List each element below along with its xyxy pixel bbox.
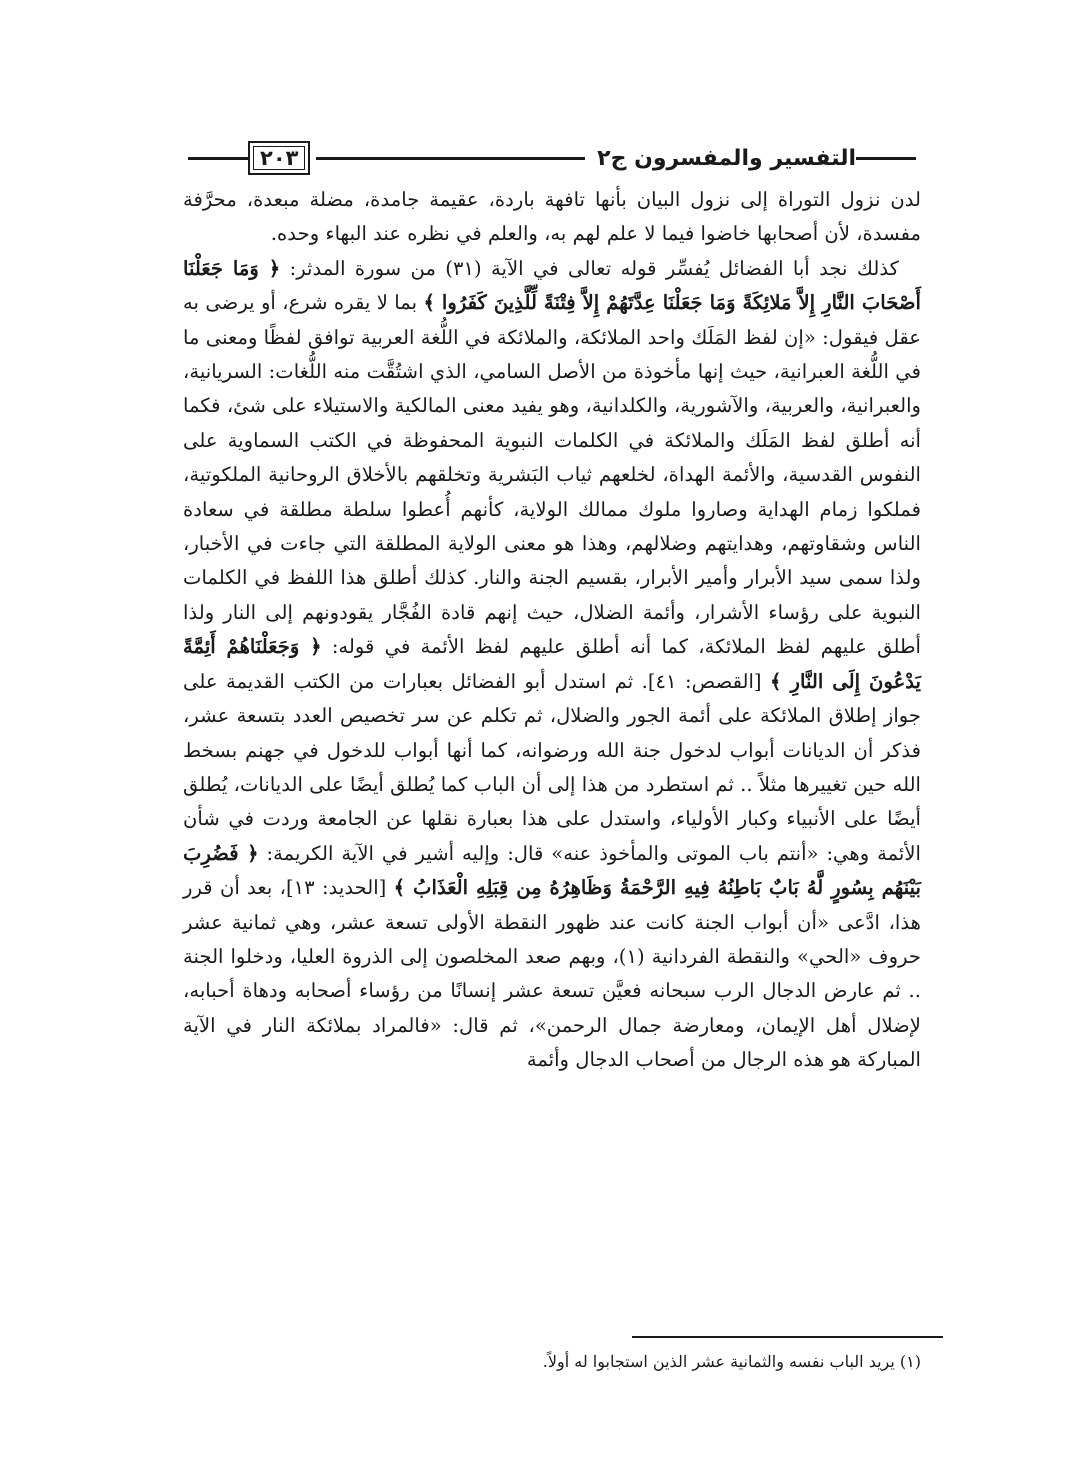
quran-verse-hadid: ﴿ فَضُرِبَ بَيْنَهُم بِسُورٍ لَّهُ بَابٌ بَاطِنُهُ فِيهِ الرَّحْمَةُ وَظَاهِرُهُ مِن قِبَلِهِ الْعَذَابُ ﴾	[183, 841, 921, 900]
paragraph-2-part-c: [القصص: ٤١]. ثم استدل أبو الفضائل بعبارات من الكتب القديمة على جواز إطلاق الملائكة على أئمة الجور والضلال، ثم تكلم عن سر تخصيص العدد بتسعة عشر، فذكر أن الديانات أبواب لدخول جنة الله ورضوانه، كما أنها أبواب للدخول في جهنم بسخط الله حين تغييرها مثلاً .. ثم استطرد من هذا إلى أن الباب كما يُطلق أيضًا على الديانات، يُطلق أيضًا على الأنبياء وكبار الأولياء، واستدل على هذا بعبارة نقلها عن الجامعة وردت في شأن الأئمة وهي: «أنتم باب الموتى والمأخوذ عنه» قال: وإليه أشير في الآية الكريمة:	[183, 669, 921, 865]
footnote: (١) يريد الباب نفسه والثمانية عشر الذين استجابوا له أولاً.	[542, 1352, 921, 1371]
paragraph-2	[183, 252, 921, 1078]
quran-verse-qasas: ﴿ وَجَعَلْنَاهُمْ أَئِمَّةً يَدْعُونَ إِلَى النَّارِ ﴾	[183, 635, 922, 693]
page-header	[180, 138, 922, 178]
paragraph-2-part-a: كذلك نجد أبا الفضائل يُفسِّر قوله تعالى في الآية (٣١) من سورة المدثر:	[280, 256, 899, 280]
running-title: التفسير والمفسرون ج٢	[597, 145, 856, 171]
paragraph-2-part-b: بما لا يقره شرع، أو يرضى به عقل فيقول: «إن لفظ المَلَك واحد الملائكة، والملائكة في اللُّغة العربية توافق لفظًا ومعنى ما في اللُّغة العبرانية، حيث إنها مأخوذة من الأصل السامي، الذي اشتُقَّت منه اللُّغات: السريانية، والعبرانية، والعربية، والآشورية، والكلدانية، وهو يفيد معنى المالكية والاستيلاء على شئ، فكما أنه أطلق لفظ المَلَك والملائكة في الكلمات النبوية المحفوظة في الكتب السماوية على النفوس القدسية، والأئمة الهداة، لخلعهم ثياب البَشرية وتخلقهم بالأخلاق الروحانية الملكوتية، فملكوا زمام الهداية وصاروا ملوك ممالك الولاية، كأنهم أُعطوا سلطة مطلقة في سعادة الناس وشقاوتهم، وهدايتهم وضلالهم، وهذا هو معنى الولاية المطلقة التي جاءت في الأخبار، ولذا سمى سيد الأبرار وأمير الأبرار، بقسيم الجنة والنار. كذلك أطلق هذا اللفظ في الكلمات النبوية على رؤساء الأشرار، وأئمة الضلال، حيث إنهم قادة الفُجَّار يقودونهم إلى النار ولذا أطلق عليهم لفظ الملائكة، كما أنه أطلق عليهم لفظ الأئمة في قوله:	[183, 291, 921, 659]
header-rule-left	[188, 157, 248, 160]
footnote-separator	[632, 1336, 943, 1338]
header-rule-right	[856, 157, 916, 160]
page-number: ٢٠٣	[248, 141, 310, 175]
quran-verse-muddaththir: ﴿ وَمَا جَعَلْنَا أَصْحَابَ النَّارِ إِلاَّ مَلائِكَةً وَمَا جَعَلْنَا عِدَّتَهُمْ إِلاَّ فِتْنَةً لِّلَّذِينَ كَفَرُوا ﴾	[183, 256, 921, 315]
header-rule-middle	[316, 157, 585, 160]
body-text	[183, 183, 921, 1078]
paragraph-2-part-d: [الحديد: ١٣]، بعد أن قرر هذا، ادَّعى «أن أبواب الجنة كانت عند ظهور النقطة الأولى تسعة عشر، وهي ثمانية عشر حروف «الحي» والنقطة الفردانية (١)، وبهم صعد المخلصون إلى الذروة العليا، ودخلوا الجنة .. ثم عارض الدجال الرب سبحانه فعيَّن تسعة عشر إنسانًا من رؤساء أصحابه ودهاة أحبابه، لإضلال أهل الإيمان، ومعارضة جمال الرحمن»، ثم قال: «فالمراد بملائكة النار في الآية المباركة هو هذه الرجال من أصحاب الدجال وأئمة	[183, 876, 922, 1072]
paragraph-1: لدن نزول التوراة إلى نزول البيان بأنها تافهة باردة، عقيمة جامدة، مضلة مبعدة، محرَّفة مفسدة، لأن أصحابها خاضوا فيما لا علم لهم به، والعلم في نظره عند البهاء وحده.	[183, 188, 921, 246]
